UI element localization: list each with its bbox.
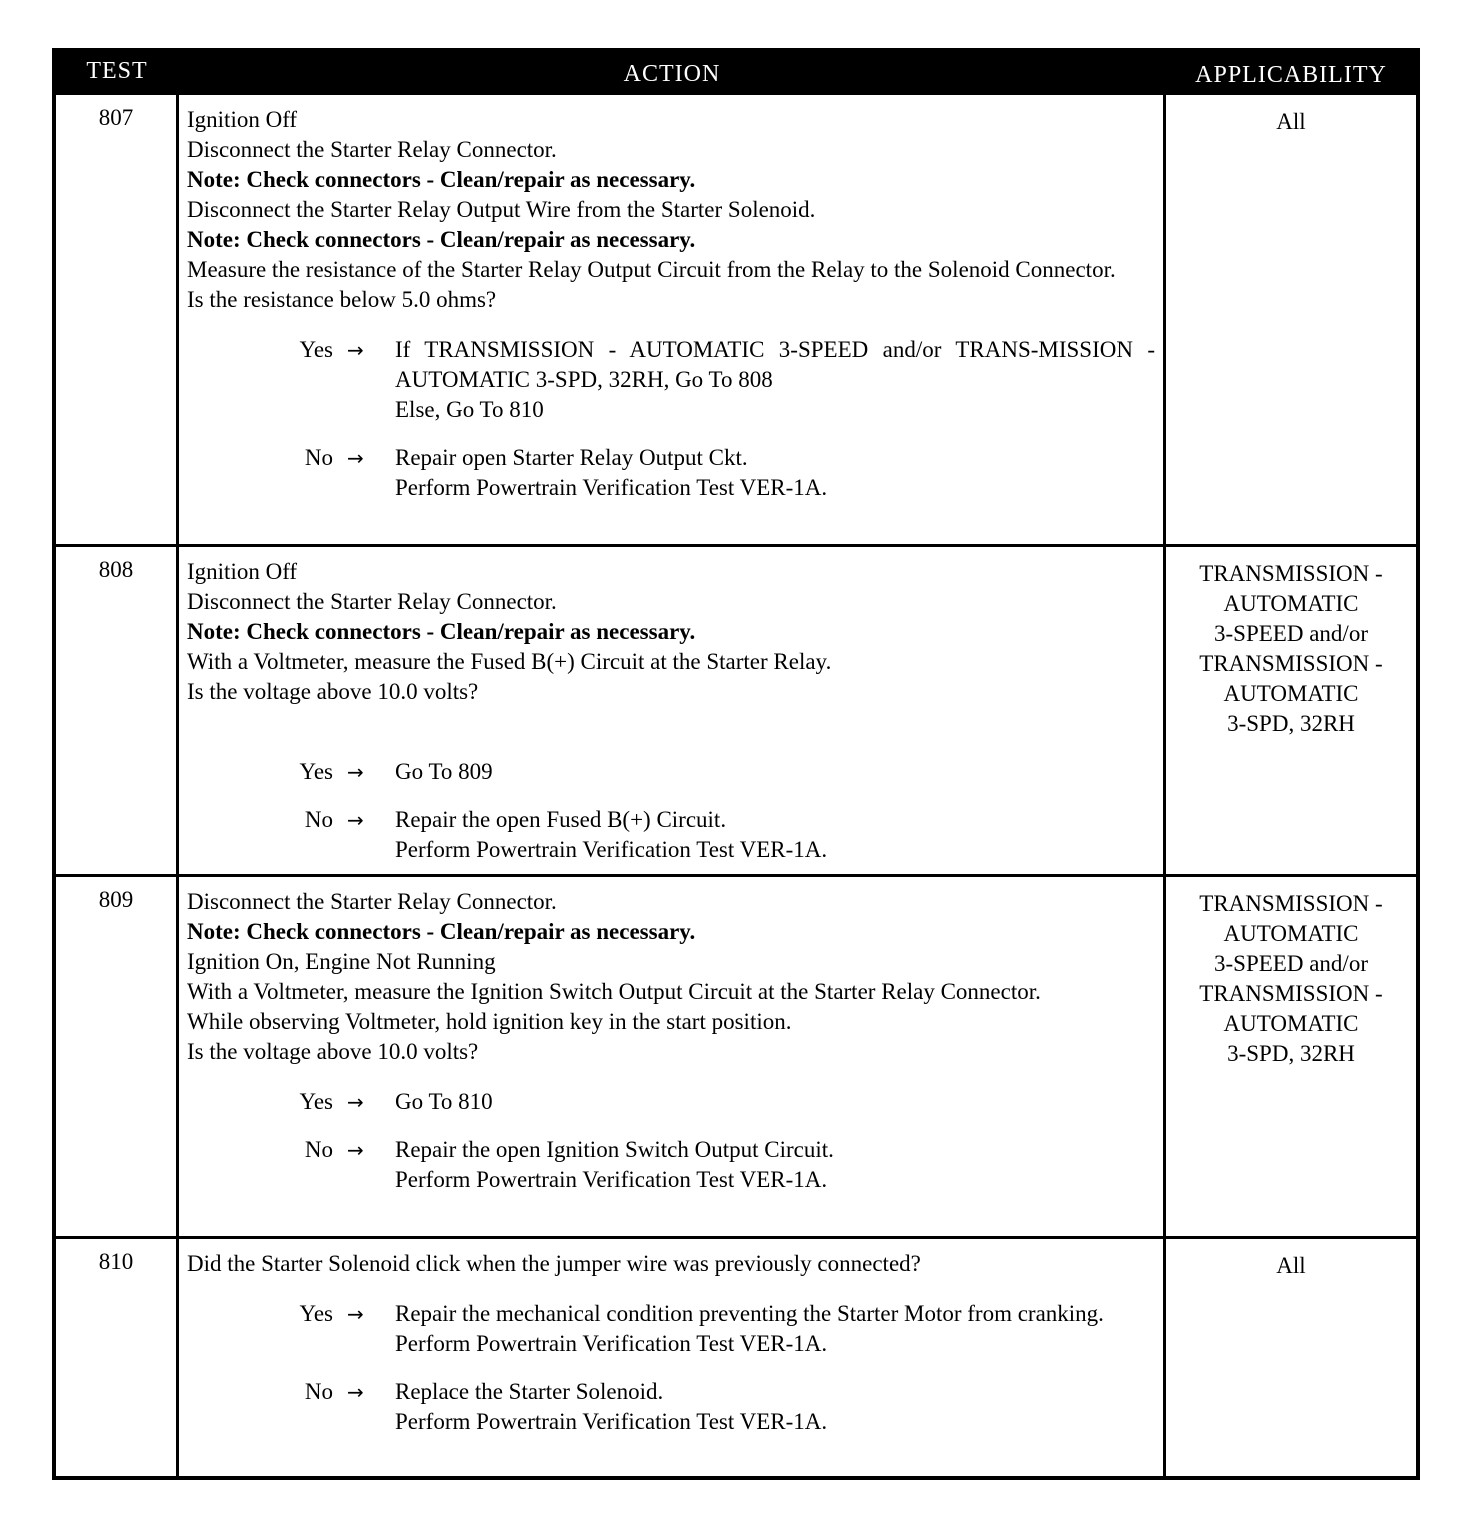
answer-label: Yes <box>299 337 333 362</box>
applicability-line: TRANSMISSION - <box>1199 981 1383 1006</box>
action-cell <box>179 877 1166 1236</box>
answer-label: No <box>304 807 333 832</box>
applicability-line: 3-SPD, 32RH <box>1227 1041 1355 1066</box>
arrow-icon: → <box>347 760 364 784</box>
applicability-line: All <box>1276 109 1306 134</box>
branch-result <box>395 335 1155 425</box>
action-cell <box>179 95 1166 544</box>
branch-yes <box>187 757 1155 787</box>
result-line: Else, Go To 810 <box>395 397 544 422</box>
step: Ignition Off <box>187 107 298 132</box>
result-line: If TRANSMISSION - AUTOMATIC 3-SPEED and/or TRANS-MISSION - AUTOMATIC 3-SPD, 32RH, Go To 808 <box>395 337 1155 392</box>
answer-label: No <box>304 445 333 470</box>
applicability-line: TRANSMISSION - <box>1199 561 1383 586</box>
header-applicability: APPLICABILITY <box>1195 62 1387 88</box>
branch-no <box>187 1135 1155 1195</box>
result-line: Perform Powertrain Verification Test VER-1A. <box>395 1409 828 1434</box>
result-line: Perform Powertrain Verification Test VER-1A. <box>395 1331 828 1356</box>
step: With a Voltmeter, measure the Ignition Switch Output Circuit at the Starter Relay Connector. <box>187 979 1041 1004</box>
branch-no <box>187 443 1155 503</box>
question: Did the Starter Solenoid click when the jumper wire was previously connected? <box>187 1251 921 1276</box>
note: Note: Check connectors - Clean/repair as necessary. <box>187 619 696 644</box>
step: Disconnect the Starter Relay Output Wire from the Starter Solenoid. <box>187 197 816 222</box>
arrow-icon: → <box>347 808 364 832</box>
step: Ignition On, Engine Not Running <box>187 949 496 974</box>
applicability-cell <box>1166 1239 1416 1477</box>
step: Disconnect the Starter Relay Connector. <box>187 889 557 914</box>
applicability-cell <box>1166 877 1416 1236</box>
question: Is the voltage above 10.0 volts? <box>187 679 479 704</box>
applicability-line: TRANSMISSION - <box>1199 651 1383 676</box>
note: Note: Check connectors - Clean/repair as necessary. <box>187 227 696 252</box>
step: Measure the resistance of the Starter Relay Output Circuit from the Relay to the Solenoid Connector. <box>187 257 1116 282</box>
arrow-icon: → <box>347 1138 364 1162</box>
branch-result <box>395 1087 1155 1117</box>
step: Disconnect the Starter Relay Connector. <box>187 137 557 162</box>
result-line: Perform Powertrain Verification Test VER-1A. <box>395 837 828 862</box>
step: With a Voltmeter, measure the Fused B(+) Circuit at the Starter Relay. <box>187 649 832 674</box>
table-row-809 <box>56 874 1416 1236</box>
branch-no <box>187 1377 1155 1437</box>
applicability-line: 3-SPD, 32RH <box>1227 711 1355 736</box>
step: While observing Voltmeter, hold ignition key in the start position. <box>187 1009 792 1034</box>
answer-label: Yes <box>299 1089 333 1114</box>
branch-result <box>395 805 1155 865</box>
applicability-line: 3-SPEED and/or <box>1214 621 1368 646</box>
answer-label: Yes <box>299 759 333 784</box>
result-line: Go To 809 <box>395 759 493 784</box>
applicability-line: All <box>1276 1253 1306 1278</box>
branch-result <box>395 1135 1155 1195</box>
header-action: ACTION <box>623 61 721 87</box>
applicability-line: TRANSMISSION - <box>1199 891 1383 916</box>
result-line: Perform Powertrain Verification Test VER-1A. <box>395 475 828 500</box>
applicability-line: AUTOMATIC <box>1223 1011 1359 1036</box>
result-line: Repair the open Fused B(+) Circuit. <box>395 807 727 832</box>
table-row-810 <box>56 1236 1416 1477</box>
step: Disconnect the Starter Relay Connector. <box>187 589 557 614</box>
branch-no <box>187 805 1155 865</box>
question: Is the resistance below 5.0 ohms? <box>187 287 497 312</box>
result-line: Repair the mechanical condition preventing the Starter Motor from cranking. <box>395 1301 1104 1326</box>
table-row-808 <box>56 544 1416 874</box>
branch-yes <box>187 1087 1155 1117</box>
applicability-line: AUTOMATIC <box>1223 921 1359 946</box>
table-row-807 <box>56 92 1416 544</box>
note: Note: Check connectors - Clean/repair as necessary. <box>187 919 696 944</box>
branch-result <box>395 1299 1155 1359</box>
answer-label: No <box>304 1379 333 1404</box>
applicability-line: AUTOMATIC <box>1223 591 1359 616</box>
branch-result <box>395 757 1155 787</box>
applicability-cell <box>1166 95 1416 544</box>
branch-result <box>395 443 1155 503</box>
applicability-line: AUTOMATIC <box>1223 681 1359 706</box>
arrow-icon: → <box>347 338 364 362</box>
test-number: 809 <box>56 877 179 1236</box>
action-cell <box>179 1239 1166 1477</box>
answer-label: Yes <box>299 1301 333 1326</box>
arrow-icon: → <box>347 1380 364 1404</box>
result-line: Repair the open Ignition Switch Output Circuit. <box>395 1137 834 1162</box>
note: Note: Check connectors - Clean/repair as necessary. <box>187 167 696 192</box>
action-cell <box>179 547 1166 874</box>
applicability-line: 3-SPEED and/or <box>1214 951 1368 976</box>
branch-yes <box>187 335 1155 425</box>
test-number: 807 <box>56 95 179 544</box>
result-line: Repair open Starter Relay Output Ckt. <box>395 445 748 470</box>
branch-yes <box>187 1299 1155 1359</box>
question: Is the voltage above 10.0 volts? <box>187 1039 479 1064</box>
applicability-cell <box>1166 547 1416 874</box>
result-line: Replace the Starter Solenoid. <box>395 1379 664 1404</box>
result-line: Go To 810 <box>395 1089 493 1114</box>
step: Ignition Off <box>187 559 298 584</box>
arrow-icon: → <box>347 1302 364 1326</box>
test-number: 810 <box>56 1239 179 1477</box>
answer-label: No <box>304 1137 333 1162</box>
branch-result <box>395 1377 1155 1437</box>
arrow-icon: → <box>347 1090 364 1114</box>
result-line: Perform Powertrain Verification Test VER-1A. <box>395 1167 828 1192</box>
diagnostic-table <box>52 48 1420 1480</box>
test-number: 808 <box>56 547 179 874</box>
table-header <box>56 52 1416 92</box>
header-test: TEST <box>86 58 148 84</box>
arrow-icon: → <box>347 446 364 470</box>
